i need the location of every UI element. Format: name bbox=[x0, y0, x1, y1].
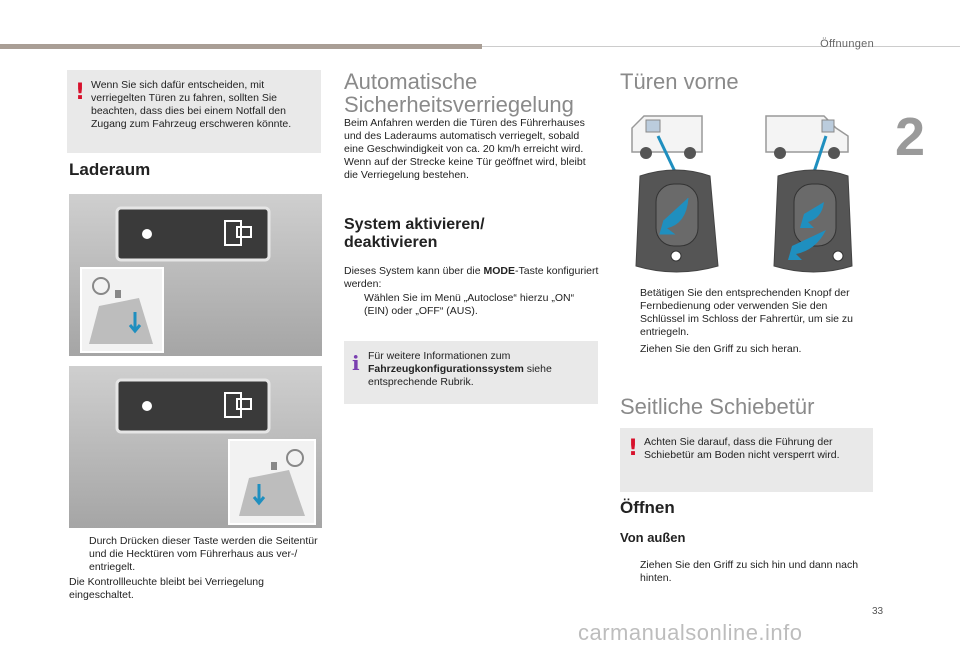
warning-box-sliding-door bbox=[620, 428, 873, 492]
van-left-icon bbox=[632, 116, 702, 178]
warning-text: Wenn Sie sich dafür entscheiden, mit verriegelten Türen zu fahren, sollten Sie beachten, dass dies bei einem Notfall den Zugang zum Fahrzeug erschweren könnte. bbox=[91, 79, 292, 130]
image-lock-button-2 bbox=[69, 366, 322, 528]
info-text bbox=[368, 350, 590, 389]
warning-icon: ! bbox=[628, 436, 639, 461]
list-item-laderaum bbox=[69, 535, 327, 574]
front-door-illustration bbox=[626, 106, 876, 276]
bullet-text: Betätigen Sie den entsprechenden Knopf der Fernbedienung oder verwenden Sie den Schlüssel im Schloss der Fahrertür, um sie zu entriegeln. bbox=[640, 287, 853, 338]
list-item-autoclose bbox=[344, 292, 600, 318]
mode-text-post: -Taste konfiguriert werden: bbox=[344, 265, 599, 290]
heading-open: Öffnen bbox=[620, 498, 675, 517]
list-item-sliding-pull bbox=[620, 559, 870, 585]
paragraph-indicator: Die Kontrollleuchte bleibt bei Verriegelung eingeschaltet. bbox=[69, 576, 264, 601]
van-right-icon bbox=[766, 116, 848, 178]
page-number: 33 bbox=[872, 606, 884, 617]
info-text-post: siehe entsprechende Rubrik. bbox=[368, 363, 552, 388]
warning-icon: ! bbox=[75, 80, 86, 105]
heading-auto-lock: Automatische Sicherheitsverriegelung bbox=[344, 69, 574, 117]
bullet-text: Durch Drücken dieser Taste werden die Seitentür und die Hecktüren vom Führerhaus aus ver-/ entriegelt. bbox=[89, 535, 318, 573]
mode-text-pre: Dieses System kann über die bbox=[344, 265, 484, 277]
paragraph-auto-lock: Beim Anfahren werden die Türen des Führerhauses und des Laderaums automatisch verriegelt, sobald eine Geschwindigkeit von ca. 20 km/h erreicht wird. Wenn auf der Strecke keine Tür geöffnet wird, bleibt die Verriegelung bestehen. bbox=[344, 117, 586, 181]
mode-key: MODE bbox=[483, 265, 515, 277]
heading-system-activate: System aktivieren/ deaktivieren bbox=[344, 216, 485, 251]
warning-box-driving-locked bbox=[67, 70, 321, 153]
info-text-pre: Für weitere Informationen zum bbox=[368, 350, 511, 362]
header-bar bbox=[0, 44, 482, 49]
dashboard-button-illustration-2 bbox=[69, 366, 322, 528]
heading-front-doors: Türen vorne bbox=[620, 69, 739, 94]
image-front-door-handles bbox=[626, 106, 876, 276]
list-item-front-pull bbox=[620, 343, 870, 356]
door-handle-right-icon bbox=[774, 170, 852, 272]
section-title: Öffnungen bbox=[820, 38, 874, 50]
header-rule bbox=[482, 46, 960, 47]
info-box-config bbox=[344, 341, 598, 404]
list-item-front-unlock bbox=[620, 287, 870, 339]
info-text-bold: Fahrzeugkonfigurationssystem bbox=[368, 363, 524, 375]
chapter-number: 2 bbox=[894, 107, 926, 167]
paragraph-mode bbox=[344, 265, 600, 291]
bullet-text: Wählen Sie im Menü „Autoclose“ hierzu „ON“ (EIN) oder „OFF“ (AUS). bbox=[364, 292, 575, 317]
heading-laderaum: Laderaum bbox=[69, 160, 151, 179]
dashboard-button-illustration bbox=[69, 194, 322, 356]
watermark: carmanualsonline.info bbox=[578, 620, 803, 645]
warning-text: Achten Sie darauf, dass die Führung der Schiebetür am Boden nicht versperrt wird. bbox=[644, 436, 840, 461]
bullet-text: Ziehen Sie den Griff zu sich hin und dann nach hinten. bbox=[640, 559, 859, 584]
door-handle-left-icon bbox=[636, 170, 718, 272]
image-lock-button-1 bbox=[69, 194, 322, 356]
heading-sliding-door: Seitliche Schiebetür bbox=[620, 394, 815, 419]
heading-from-outside: Von außen bbox=[620, 530, 686, 545]
info-icon: i bbox=[352, 351, 360, 375]
bullet-text: Ziehen Sie den Griff zu sich heran. bbox=[640, 343, 802, 355]
